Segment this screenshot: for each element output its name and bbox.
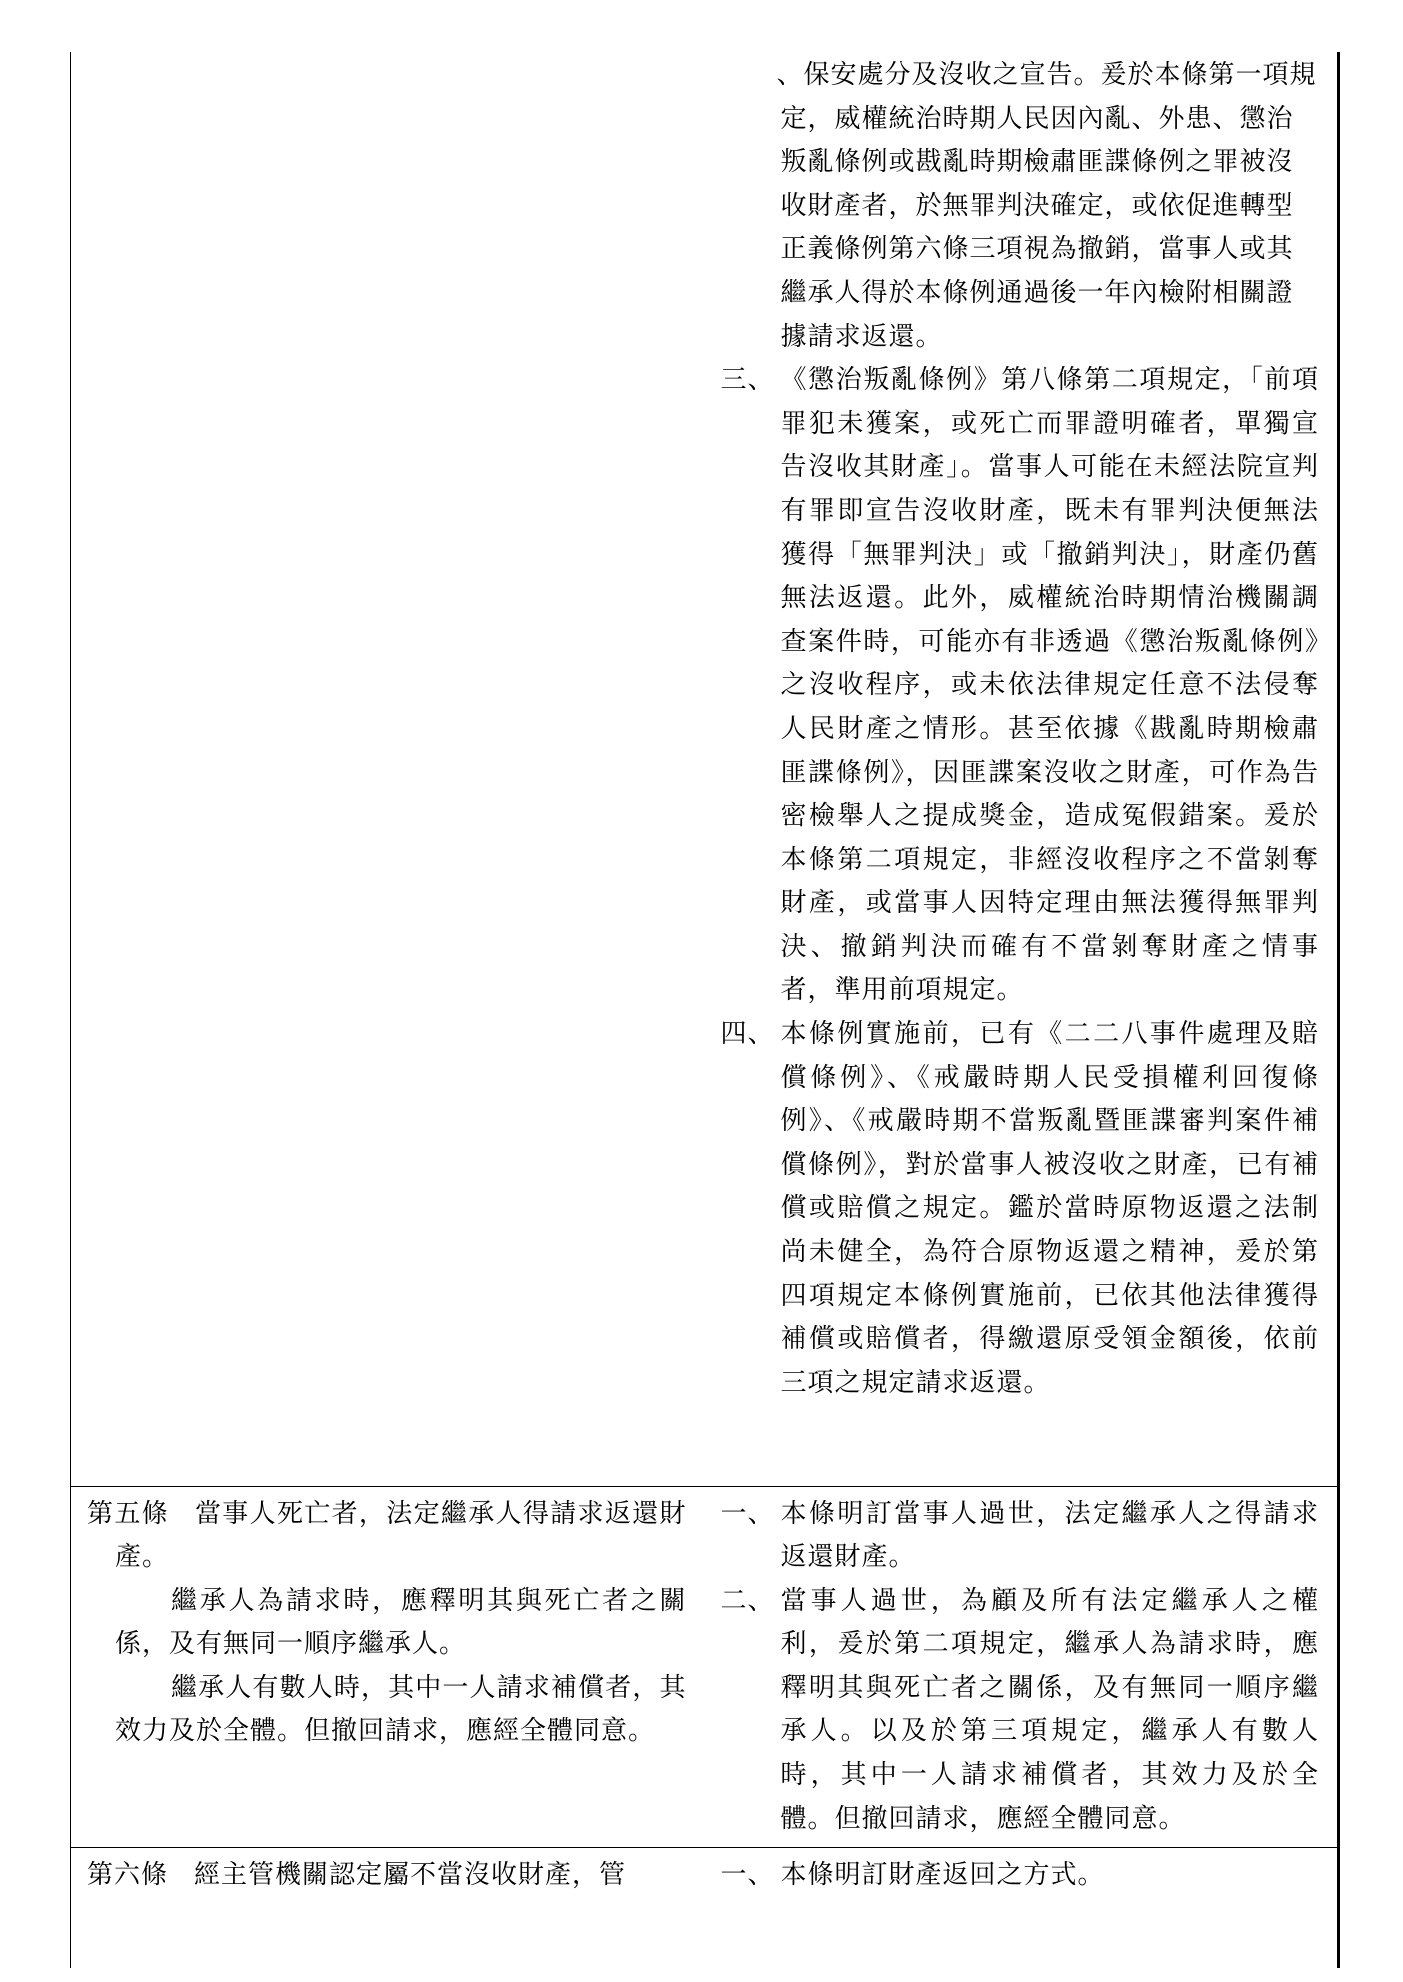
explanation-item (721, 1013, 1320, 1405)
explanation-item (721, 1854, 1320, 1898)
document-page (70, 52, 1338, 1982)
item-number: 三、 (720, 365, 775, 396)
article-head-text: 當事人死亡者，法定繼承人得請求返還財產。 (115, 1498, 687, 1573)
item-number: 二、 (720, 1585, 775, 1616)
explanation-text: 《懲治叛亂條例》第八條第二項規定，「前項罪犯未獲案，或死亡而罪證明確者，單獨宣告沒收其財產」。當事人可能在未經法院宣判有罪即宣告沒收財產，既未有罪判決便無法獲得「無罪判決」或「撤銷判決」，財產仍舊無法返還。此外，威權統治時期情治機關調查案件時，可能亦有非透過《懲治叛亂條例》之沒收程序，或未依法律規定任意不法侵奪人民財產之情形。甚至依據《戡亂時期檢肅匪諜條例》，因匪諜案沒收之財產，可作為告密檢舉人之提成獎金，造成冤假錯案。爰於本條第二項規定，非經沒收程序之不當剝奪財產，或當事人因特定理由無法獲得無罪判決、撤銷判決而確有不當剝奪財產之情事者，準用前項規定。 (780, 365, 1319, 1006)
article-paragraph: 繼承人有數人時，其中一人請求補償者，其效力及於全體。但撤回請求，應經全體同意。 (115, 1672, 687, 1747)
article-head-text: 經主管機關認定屬不當沒收財產，管 (194, 1860, 627, 1891)
explanation-text: 本條例實施前，已有《二二八事件處理及賠償條例》、《戒嚴時期人民受損權利回復條例》、《戒嚴時期不當叛亂暨匪諜審判案件補償條例》，對於當事人被沒收之財產，已有補償或賠償之規定。鑑於當時原物返還之法制尚未健全，為符合原物返還之精神，爰於第四項規定本條例實施前，已依其他法律獲得補償或賠償者，得繳還原受領金額後，依前三項之規定請求返還。 (780, 1019, 1319, 1398)
table-row (71, 52, 1339, 1486)
explanation-item (721, 1580, 1320, 1842)
article-paragraph: 繼承人為請求時，應釋明其與死亡者之關係，及有無同一順序繼承人。 (115, 1585, 687, 1660)
item-number: 一、 (720, 1860, 775, 1891)
explanation-cell (705, 1486, 1339, 1848)
explanation-text: 本條明訂當事人過世，法定繼承人之得請求返還財產。 (780, 1498, 1319, 1573)
explanation-text: 本條明訂財產返回之方式。 (780, 1860, 1105, 1891)
article-text-cell (71, 52, 705, 1486)
explanation-item (721, 1493, 1320, 1580)
article-head (87, 1854, 687, 1898)
explanation-cell (705, 1848, 1339, 1968)
article-number: 第六條 (87, 1860, 169, 1891)
comparison-table (70, 52, 1340, 1968)
explanation-item (721, 359, 1320, 1013)
explanation-cell (705, 52, 1339, 1486)
article-text-cell (71, 1486, 705, 1848)
table-row (71, 1486, 1339, 1848)
explanation-text: 、保安處分及沒收之宣告。爰於本條第一項規定，威權統治時期人民因內亂、外患、懲治叛亂條例或戡亂時期檢肅匪諜條例之罪被沒收財產者，於無罪判決確定，或依促進轉型正義條例第六條三項視為撤銷，當事人或其繼承人得於本條例通過後一年內檢附相關證據請求返還。 (776, 60, 1317, 352)
explanation-text: 當事人過世，為顧及所有法定繼承人之權利，爰於第二項規定，繼承人為請求時，應釋明其與死亡者之關係，及有無同一順序繼承人。以及於第三項規定，繼承人有數人時，其中一人請求補償者，其效力及於全體。但撤回請求，應經全體同意。 (780, 1585, 1319, 1834)
item-number: 四、 (720, 1019, 775, 1050)
explanation-item (721, 54, 1320, 359)
article-head (87, 1493, 687, 1580)
table-row (71, 1848, 1339, 1968)
item-number: 一、 (720, 1498, 775, 1529)
article-text-cell (71, 1848, 705, 1968)
article-number: 第五條 (87, 1498, 169, 1529)
